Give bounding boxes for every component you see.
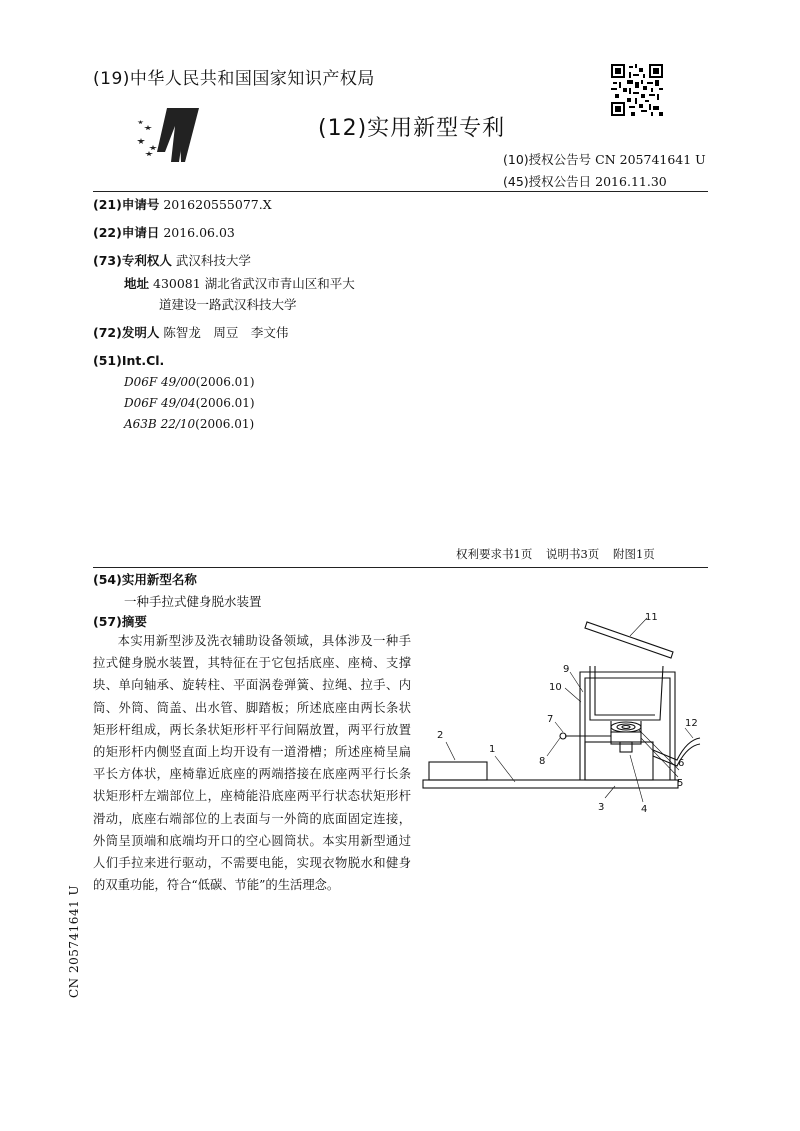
cnipa-logo	[127, 104, 203, 166]
outlet-pipe	[653, 738, 700, 766]
ipc-code-value: D06F 49/04	[124, 396, 196, 410]
ipc-code-value: A63B 22/10	[124, 417, 196, 431]
label-11: 11	[645, 612, 658, 623]
ipc-code-version: (2006.01)	[195, 375, 255, 389]
inventors	[93, 325, 288, 341]
label-3: 3	[598, 802, 605, 813]
application-number	[93, 197, 272, 213]
address-line1: 430081 湖北省武汉市青山区和平大	[153, 276, 355, 291]
claims-pages: 权利要求书1页	[456, 547, 533, 561]
inventor-value: 陈智龙 周豆 李文伟	[163, 325, 289, 340]
support-block	[585, 742, 653, 780]
publication-number-value: CN 205741641 U	[595, 152, 706, 167]
publication-number-label: (10)授权公告号	[503, 152, 592, 167]
utility-title-label	[93, 572, 197, 588]
label-5: 5	[677, 778, 684, 789]
application-date	[93, 225, 235, 241]
application-date-value: 2016.06.03	[163, 225, 235, 240]
section-divider	[93, 567, 708, 568]
label-6: 6	[678, 758, 685, 769]
seat-block	[429, 762, 487, 780]
device-figure	[415, 610, 705, 830]
application-number-value: 201620555077.X	[163, 197, 272, 212]
label-2: 2	[437, 730, 444, 741]
int-cl	[93, 353, 164, 369]
patentee-value: 武汉科技大学	[175, 253, 251, 268]
header-divider	[93, 191, 708, 192]
publication-date	[503, 172, 667, 190]
label-10: 10	[549, 682, 562, 693]
utility-title-text: 一种手拉式健身脱水装置	[124, 594, 262, 609]
address-line2: 道建设一路武汉科技大学	[159, 297, 297, 312]
abstract-label	[93, 614, 147, 630]
patentee-label: (73)专利权人	[93, 253, 172, 268]
label-4: 4	[641, 804, 648, 815]
label-7: 7	[547, 714, 554, 725]
label-12: 12	[685, 718, 698, 729]
label-8: 8	[539, 756, 546, 767]
ipc-code	[124, 396, 255, 410]
sidebar-publication-number: CN 205741641 U	[67, 884, 81, 998]
label-9: 9	[563, 664, 570, 675]
address-continued	[159, 297, 297, 313]
drawing-pages: 附图1页	[612, 547, 655, 561]
issuing-office: (19)中华人民共和国国家知识产权局	[93, 69, 375, 89]
ipc-code-version: (2006.01)	[195, 417, 255, 431]
publication-number	[503, 150, 706, 168]
application-number-label: (21)申请号	[93, 197, 160, 212]
abstract-text: 本实用新型涉及洗衣辅助设备领域，具体涉及一种手拉式健身脱水装置，其特征在于它包括底座、座椅、支撑块、单向轴承、旋转柱、平面涡卷弹簧、拉绳、拉手、内筒、外筒、筒盖、出水管、脚踏板；所述底座由两长条状矩形杆组成，两长条状矩形杆平行间隔放置，两平行放置的矩形杆内侧竖直面上均开设有一道滑槽；所述座椅呈扁平长方体状，座椅靠近底座的两端搭接在底座两平行长条状矩形杆左端部位上，座椅能沿底座两平行状态状矩形杆滑动，底座右端部位的上表面与一外筒的底面固定连接，外筒呈顶端和底端均开口的空心圆筒状。本实用新型通过人们手拉来进行驱动，不需要电能，实现衣物脱水和健身的双重功能，符合“低碳、节能”的生活理念。	[93, 634, 411, 893]
int-cl-label: (51)Int.Cl.	[93, 353, 165, 368]
address	[124, 276, 355, 292]
ipc-code-version: (2006.01)	[195, 396, 255, 410]
address-label: 地址	[124, 276, 150, 291]
ipc-code	[124, 375, 255, 389]
application-date-label: (22)申请日	[93, 225, 160, 240]
utility-title	[124, 594, 262, 610]
utility-title-label-text: (54)实用新型名称	[93, 572, 197, 587]
ipc-code-value: D06F 49/00	[124, 375, 196, 389]
description-pages: 说明书3页	[545, 547, 600, 561]
document-type: (12)实用新型专利	[318, 116, 506, 141]
base-bar	[423, 780, 678, 788]
ipc-code	[124, 417, 254, 431]
inner-tub	[590, 666, 663, 720]
label-1: 1	[489, 744, 496, 755]
inventor-label: (72)发明人	[93, 325, 160, 340]
qr-code	[611, 64, 663, 116]
patentee	[93, 253, 251, 269]
page-counts	[456, 546, 665, 562]
lid	[585, 622, 673, 658]
abstract-label-text: (57)摘要	[93, 614, 147, 629]
publication-date-label: (45)授权公告日	[503, 174, 592, 189]
publication-date-value: 2016.11.30	[595, 174, 667, 189]
